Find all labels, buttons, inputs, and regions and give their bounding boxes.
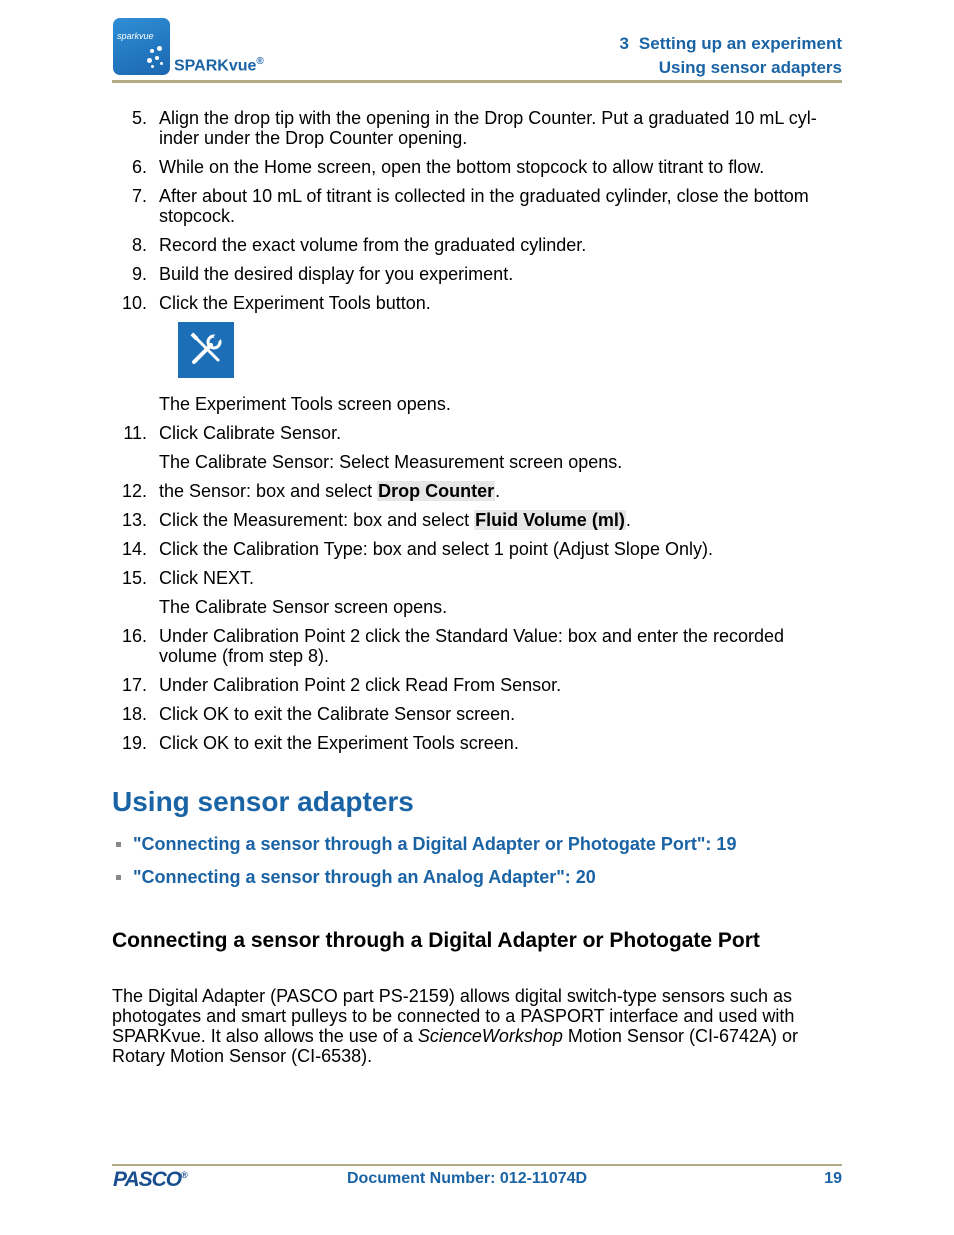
list-item	[112, 568, 842, 588]
link-analog-adapter[interactable]: "Connecting a sensor through an Analog Adapter": 20	[112, 867, 842, 900]
step-number: 11.	[123, 423, 147, 443]
step-text-end: .	[495, 481, 501, 501]
list-item	[112, 675, 842, 695]
step-number: 18.	[121, 704, 147, 724]
wrench-screwdriver-icon	[187, 331, 225, 369]
step-text: Click the Measurement: box and select	[159, 510, 475, 530]
step-text: Click Calibrate Sensor.	[159, 423, 342, 443]
list-item	[112, 704, 842, 724]
step-text: Click the Experiment Tools button.	[159, 293, 431, 313]
step-text-end: .	[625, 510, 631, 530]
section-links	[112, 834, 842, 900]
page-header	[112, 16, 842, 82]
chapter-number: 3	[619, 34, 629, 53]
list-item	[112, 423, 842, 443]
square-bullet-icon	[116, 842, 121, 847]
step-text: While on the Home screen, open the bottom stopcock to allow titrant to flow.	[159, 157, 765, 177]
step-text: Click the Calibration Type: box and select 1 point (Adjust Slope Only).	[159, 539, 713, 559]
italic-product: ScienceWorkshop	[417, 1026, 563, 1046]
step-text: Under Calibration Point 2 click Read From Sensor.	[159, 675, 562, 695]
body-paragraph: The Digital Adapter (PASCO part PS-2159) allows digital switch-type sensors such as photogates and smart pulleys to be connected to a PASPORT interface and used with SPARKvue. It also allows the use of a ScienceWorkshop Motion Sensor (CI-6742A) or Rotary Motion Sensor (CI-6538).	[112, 986, 799, 1066]
step-result-text: The Calibrate Sensor: Select Measurement screen opens.	[159, 452, 623, 472]
step-text: After about 10 mL of titrant is collected in the graduated cylinder, close the bottom stopcock.	[159, 186, 809, 226]
list-item	[112, 539, 842, 559]
subsection-heading: Connecting a sensor through a Digital Adapter or Photogate Port	[112, 929, 760, 952]
list-item	[112, 108, 842, 148]
footer-rule	[112, 1164, 842, 1166]
pasco-logo: PASCO®	[113, 1168, 187, 1191]
step-text: Click NEXT.	[159, 568, 255, 588]
list-item	[112, 510, 842, 530]
list-item	[112, 733, 842, 753]
step-number: 16.	[121, 626, 147, 646]
step-result-text: The Calibrate Sensor screen opens.	[159, 597, 448, 617]
brand-name: SPARKvue®	[174, 56, 264, 75]
list-item	[112, 264, 842, 284]
list-item	[112, 481, 842, 501]
step-text: Build the desired display for you experiment.	[159, 264, 514, 284]
step-number: 7.	[131, 186, 147, 206]
section-title: Using sensor adapters	[658, 58, 842, 77]
list-item	[112, 235, 842, 255]
step-text: Click OK to exit the Calibrate Sensor screen.	[159, 704, 516, 724]
step-number: 14.	[121, 539, 147, 559]
step-number: 15.	[121, 568, 147, 588]
running-header	[619, 32, 842, 80]
sparkvue-logo	[113, 18, 170, 75]
list-item	[112, 186, 842, 226]
header-rule	[112, 80, 842, 83]
step-number: 8.	[131, 235, 147, 255]
step-number: 5.	[131, 108, 147, 128]
link-digital-adapter[interactable]: "Connecting a sensor through a Digital Adapter or Photogate Port": 19	[112, 834, 842, 867]
ui-term-highlight: Drop Counter	[378, 481, 495, 501]
logo-text: sparkvue	[117, 31, 154, 41]
experiment-tools-button[interactable]	[178, 322, 234, 378]
page-number: 19	[824, 1170, 842, 1187]
step-text: Under Calibration Point 2 click the Standard Value: box and enter the recorded volume (from step 8).	[159, 626, 785, 666]
section-heading: Using sensor adapters	[112, 786, 414, 817]
list-item	[112, 157, 842, 177]
document-number: Document Number: 012-11074D	[347, 1170, 588, 1187]
chapter-title: Setting up an experiment	[638, 34, 842, 53]
step-text: the Sensor: box and select	[159, 481, 378, 501]
list-item	[112, 626, 842, 666]
step-text: Align the drop tip with the opening in the Drop Counter. Put a graduated 10 mL cyl-inder under the Drop Counter opening.	[159, 108, 817, 148]
step-number: 19.	[121, 733, 147, 753]
step-text: Record the exact volume from the graduated cylinder.	[159, 235, 587, 255]
step-result-text: The Experiment Tools screen opens.	[159, 394, 451, 414]
step-number: 17.	[121, 675, 147, 695]
step-number: 13.	[121, 510, 147, 530]
step-number: 10.	[121, 293, 147, 313]
list-item	[112, 293, 842, 313]
step-text: Click OK to exit the Experiment Tools screen.	[159, 733, 519, 753]
square-bullet-icon	[116, 875, 121, 880]
registered-mark: ®	[256, 56, 264, 67]
steps-list	[112, 108, 842, 762]
step-number: 6.	[131, 157, 147, 177]
step-number: 9.	[131, 264, 147, 284]
step-number: 12.	[121, 481, 147, 501]
ui-term-highlight: Fluid Volume (ml)	[475, 510, 625, 530]
